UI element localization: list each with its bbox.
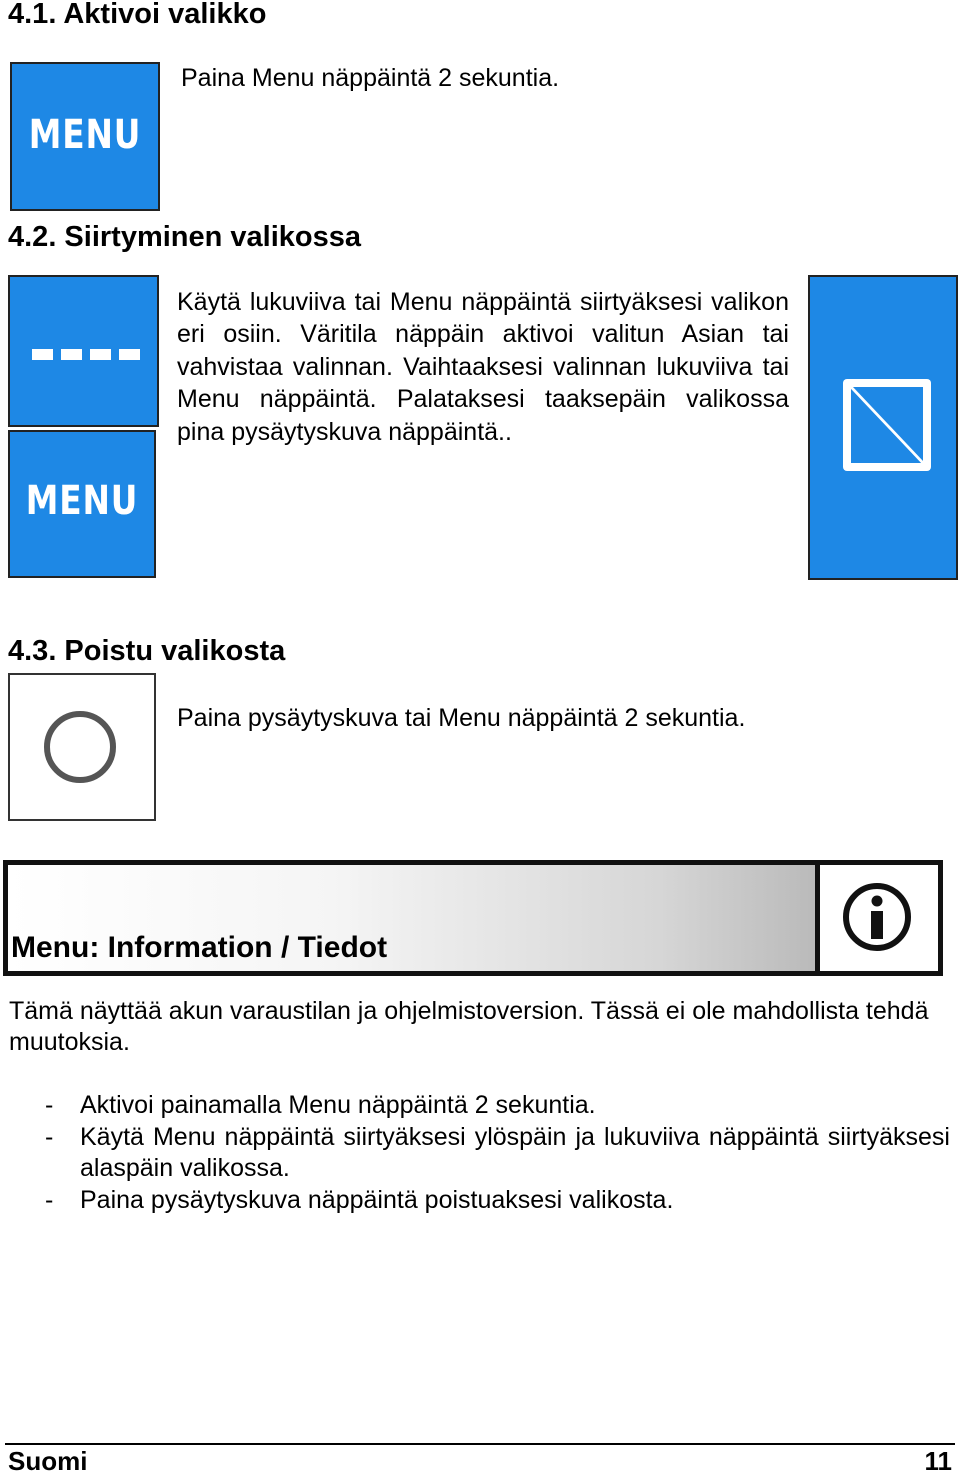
section-heading-activate-menu: 4.1. Aktivoi valikko: [8, 0, 267, 30]
menu-information-banner: [3, 860, 943, 976]
banner-title: Menu: Information / Tiedot: [11, 931, 388, 964]
navigation-text: Käytä lukuviiva tai Menu näppäintä siirtyäksesi valikon eri osiin. Väritila näppäin aktivoi valitun Asian tai vahvistaa valinnan. Vaihtaaksesi valinnan lukuviiva tai Menu näppäintä. Palataksesi taaksepäin valikossa pina pysäytyskuva näppäintä..: [177, 288, 789, 446]
banner-icon-cell: [815, 865, 938, 971]
section-heading-navigation: 4.2. Siirtyminen valikossa: [8, 221, 362, 253]
list-item: - Aktivoi painamalla Menu näppäintä 2 sekuntia.: [45, 1090, 950, 1122]
information-paragraph: Tämä näyttää akun varaustilan ja ohjelmistoversion. Tässä ei ole mahdollista tehdä muutoksia.: [9, 997, 929, 1056]
stop-button-image: [8, 673, 156, 821]
section-heading-exit-menu: 4.3. Poistu valikosta: [8, 635, 286, 667]
menu-button-label-2: MENU: [25, 478, 139, 524]
color-mode-button-image: [808, 275, 958, 580]
list-item: - Paina pysäytyskuva näppäintä poistuaksesi valikosta.: [45, 1185, 950, 1217]
info-icon: [842, 882, 912, 952]
instruction-list: [45, 1090, 950, 1216]
dash-icon: [32, 349, 140, 360]
stop-circle-icon: [42, 709, 118, 785]
footer-page-number: 11: [924, 1446, 952, 1476]
exit-menu-text: Paina pysäytyskuva tai Menu näppäintä 2 sekuntia.: [177, 704, 746, 732]
menu-button-image-2: [8, 430, 156, 578]
activate-menu-text: Paina Menu näppäintä 2 sekuntia.: [181, 64, 560, 92]
footer-language: Suomi: [8, 1446, 88, 1476]
menu-button-label: MENU: [28, 112, 142, 158]
list-item: - Käytä Menu näppäintä siirtyäksesi ylöspäin ja lukuviiva näppäintä siirtyäksesi alaspäin valikossa.: [45, 1122, 950, 1185]
dash-button-image: [8, 275, 159, 427]
color-mode-icon: [841, 377, 933, 473]
menu-button-image: [10, 62, 160, 211]
footer-rule: [5, 1443, 955, 1445]
